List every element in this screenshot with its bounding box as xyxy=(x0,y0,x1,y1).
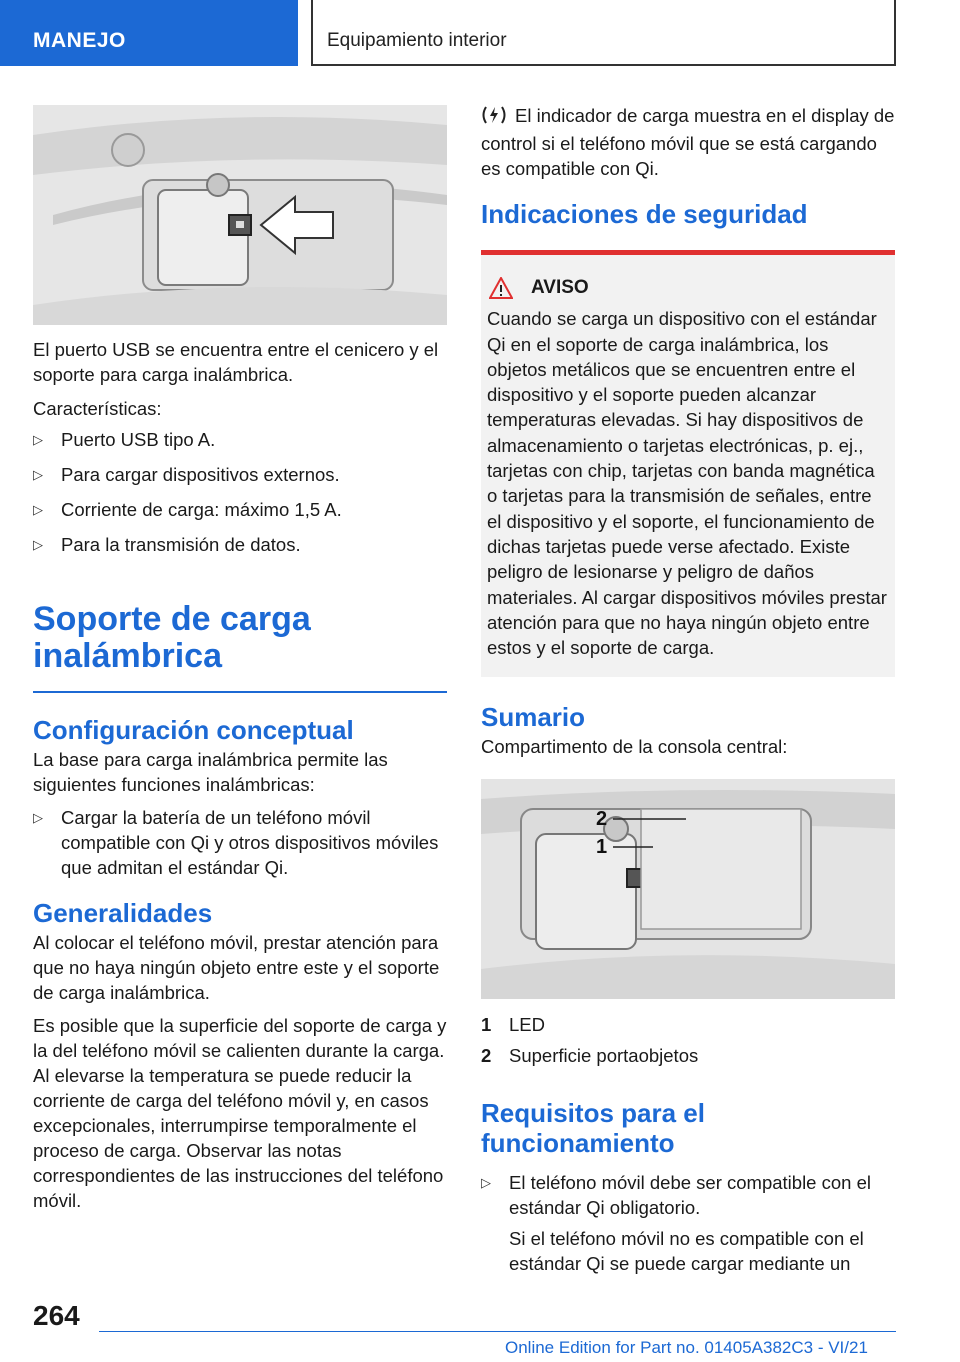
legend-label: LED xyxy=(509,1014,545,1035)
summary-text: Compartimento de la consola central: xyxy=(481,736,788,757)
general-paragraph-1: Al colocar el teléfono móvil, prestar atención para que no haya ningún objeto entre este y el soporte de carga inalámbrica. xyxy=(33,932,440,1003)
safety-title: Indicaciones de seguridad xyxy=(481,199,808,229)
feature-text: Corriente de carga: máximo 1,5 A. xyxy=(61,499,342,520)
warning-triangle-icon xyxy=(489,277,513,299)
section-tab xyxy=(0,0,298,66)
triangle-bullet-icon: ▷ xyxy=(33,432,43,447)
general-title: Generalidades xyxy=(33,898,213,928)
concept-text: La base para carga inalámbrica permite las siguientes funciones inalámbricas: xyxy=(33,749,388,795)
requirement-text: El teléfono móvil debe ser compatible con el estándar Qi obligatorio. xyxy=(509,1172,871,1218)
indicator-paragraph xyxy=(481,103,895,181)
right-column-top xyxy=(481,103,895,229)
summary-section xyxy=(481,702,895,759)
triangle-bullet-icon: ▷ xyxy=(33,810,43,825)
list-item xyxy=(33,427,447,452)
concept-list xyxy=(33,805,447,880)
legend-label: Superficie portaobjetos xyxy=(509,1045,699,1066)
warning-label: AVISO xyxy=(531,277,589,298)
feature-text: Para cargar dispositivos externos. xyxy=(61,464,340,485)
triangle-bullet-icon: ▷ xyxy=(33,502,43,517)
features-label: Características: xyxy=(33,398,162,419)
chapter-header-title: Equipamiento interior xyxy=(327,30,507,51)
feature-text: Puerto USB tipo A. xyxy=(61,429,216,450)
legend-number: 2 xyxy=(481,1045,492,1066)
callout-1: 1 xyxy=(596,836,608,858)
legend-and-requirements xyxy=(481,1012,895,1276)
warning-text: Cuando se carga un dispositivo con el estándar Qi en el soporte de carga inalámbrica, los objetos metálicos que se encuentren entre el dispositivo y el soporte pueden alcanzar temperaturas elevadas. Si hay dispositivos de almacenamiento o tarjetas electrónicas, p. ej., tarjetas con chip, tarjetas con banda magnética o tarjetas para la transmisión de señales, entre el dispositivo y el soporte, el funcionamiento de dichas tarjetas puede verse afectado. Existe peligro de lesionarse y peligro de daños materiales. Al cargar dispositivos móviles prestar atención para que no haya ningún objeto entre estos y el soporte de carga. xyxy=(487,308,887,659)
console-compartment-photo xyxy=(481,779,895,999)
concept-item-text: Cargar la batería de un teléfono móvil compatible con Qi y otros dispositivos móviles que admitan el estándar Qi. xyxy=(61,807,439,878)
footer-divider xyxy=(99,1331,896,1332)
features-list xyxy=(33,427,447,557)
wireless-charge-icon xyxy=(481,105,507,131)
page-number: 264 xyxy=(33,1300,80,1331)
usb-port-illustration xyxy=(33,105,447,325)
triangle-bullet-icon: ▷ xyxy=(33,467,43,482)
concept-title: Configuración conceptual xyxy=(33,715,354,745)
requirement-subtext: Si el teléfono móvil no es compatible con el estándar Qi se puede cargar mediante un xyxy=(509,1228,864,1274)
triangle-bullet-icon: ▷ xyxy=(481,1175,491,1190)
warning-header xyxy=(489,275,889,300)
list-item xyxy=(33,805,447,880)
legend-number: 1 xyxy=(481,1014,492,1035)
section-label: MANEJO xyxy=(33,29,126,52)
callout-2: 2 xyxy=(596,808,608,830)
summary-title: Sumario xyxy=(481,702,586,732)
edition-note: Online Edition for Part no. 01405A382C3 - VI/21 xyxy=(505,1338,868,1357)
legend-row xyxy=(481,1012,895,1037)
console-compartment-illustration xyxy=(481,779,895,999)
general-paragraph-2: Es posible que la superficie del soporte de carga y la del teléfono móvil se calienten durante la carga. Al elevarse la temperatura se puede reducir la corriente de carga del teléfono móvil y, en casos excepcionales, interrumpirse temporalmente el proceso de carga. Observar las notas correspondientes de las instrucciones del teléfono móvil. xyxy=(33,1015,447,1211)
list-item xyxy=(33,497,447,522)
indicator-text: El indicador de carga muestra en el display de control si el teléfono móvil que se está cargando es compatible con Qi. xyxy=(481,105,895,179)
title-divider xyxy=(33,691,447,693)
chapter-header xyxy=(311,0,896,66)
requirements-title: Requisitos para el funcionamiento xyxy=(481,1098,705,1158)
legend-row xyxy=(481,1043,895,1068)
warning-box xyxy=(481,250,895,677)
usb-port-photo xyxy=(33,105,447,325)
usb-description: El puerto USB se encuentra entre el cenicero y el soporte para carga inalámbrica. xyxy=(33,339,439,385)
requirements-list xyxy=(481,1170,895,1220)
list-item xyxy=(33,532,447,557)
feature-text: Para la transmisión de datos. xyxy=(61,534,301,555)
left-column xyxy=(33,337,447,1213)
list-item xyxy=(33,462,447,487)
list-item xyxy=(481,1170,895,1220)
triangle-bullet-icon: ▷ xyxy=(33,537,43,552)
chapter-title: Soporte de carga inalámbrica xyxy=(33,600,311,675)
